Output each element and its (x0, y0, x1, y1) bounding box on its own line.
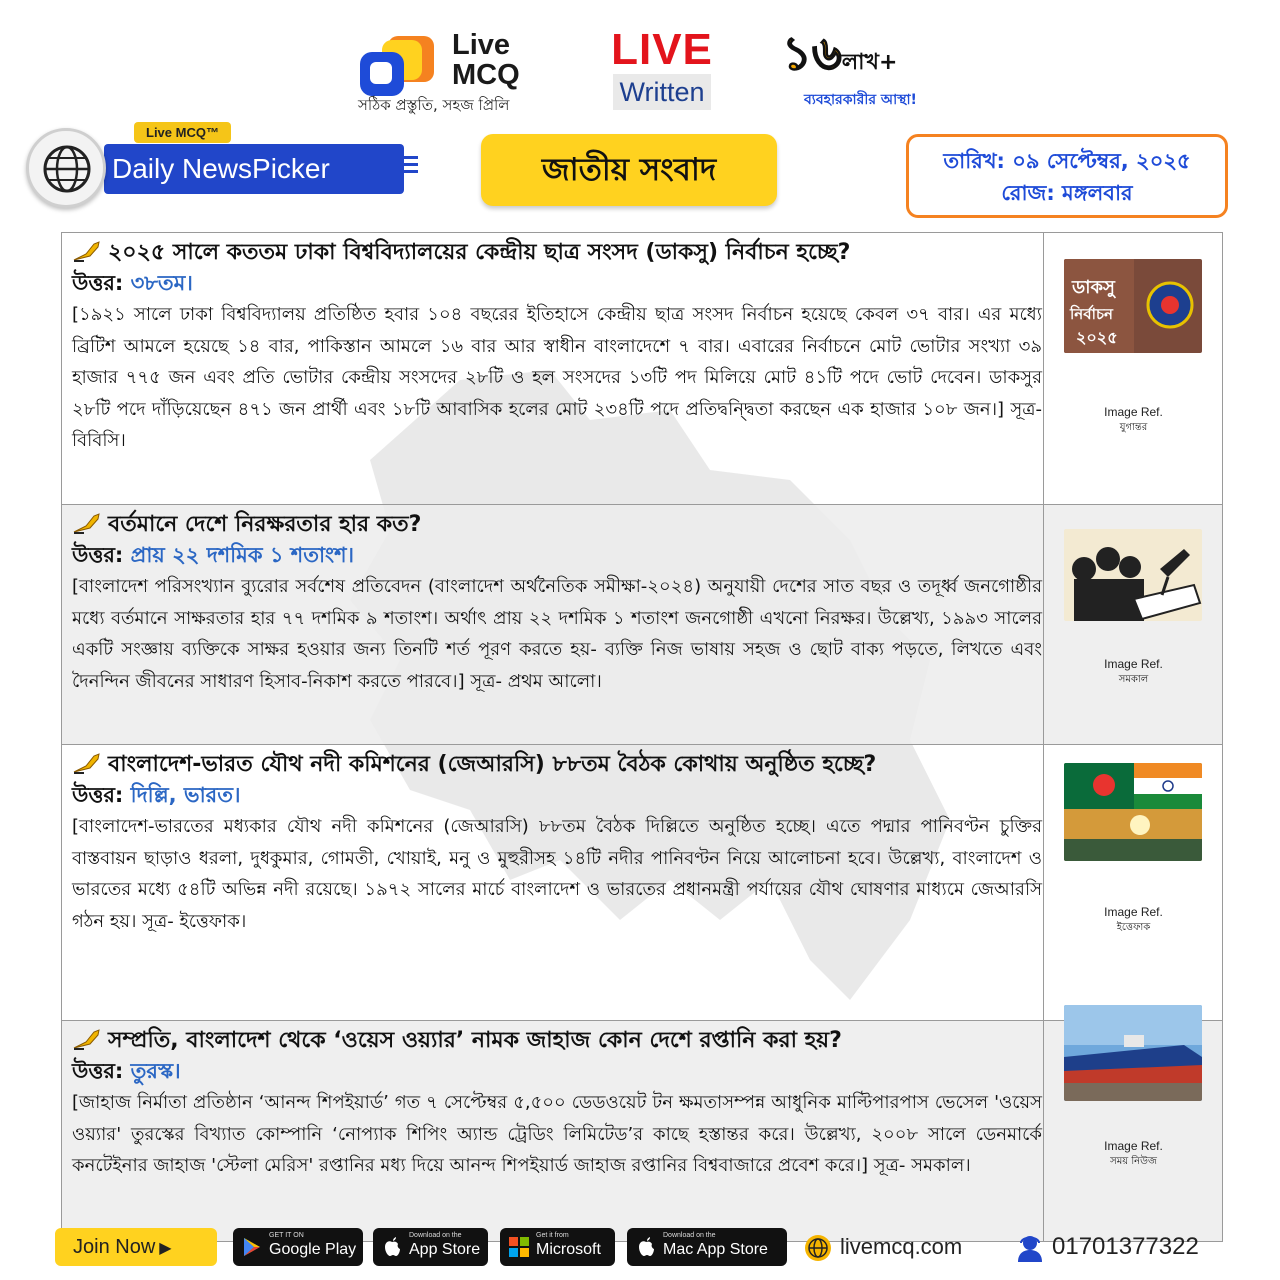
answer-label: উত্তর: (72, 543, 124, 567)
windows-icon (508, 1236, 530, 1258)
apple-icon (381, 1236, 403, 1258)
section-title: জাতীয় সংবাদ (481, 134, 777, 206)
image-ref-label: Image Ref. (1104, 905, 1163, 919)
phone-text: 01701377322 (1052, 1233, 1199, 1260)
mac-app-store-badge[interactable] (627, 1228, 787, 1266)
written-word: Written (613, 74, 710, 110)
user-count-suffix: লাখ+ (841, 50, 898, 75)
news-item-4 (62, 1021, 1222, 1241)
join-now-button[interactable] (55, 1228, 217, 1266)
newspicker-title-text: Daily NewsPicker (112, 153, 330, 184)
image-ref-label: Image Ref. (1104, 1139, 1163, 1153)
image-ref-source: সমকাল (1118, 674, 1149, 685)
live-written-logo[interactable] (606, 26, 718, 118)
news-item-3-image-ref (1044, 905, 1223, 935)
answer-label: উত্তর: (72, 1059, 124, 1083)
news-item-2-question-text: বর্তমানে দেশে নিরক্ষরতার হার কত? (108, 512, 422, 537)
news-item-4-image[interactable] (1064, 1005, 1202, 1101)
daily-newspicker-logo (26, 122, 406, 218)
news-item-2-answer (72, 540, 1042, 571)
pen-hand-icon (72, 1028, 102, 1050)
apple-icon (635, 1236, 657, 1258)
livemcq-logo[interactable] (358, 30, 558, 120)
news-item-2-question (72, 509, 1042, 540)
image-ref-label: Image Ref. (1104, 405, 1163, 419)
google-play-badge[interactable] (233, 1228, 363, 1266)
news-item-2-image-ref (1044, 657, 1223, 687)
news-item-2-text (72, 509, 1042, 697)
newspicker-title (104, 144, 404, 194)
globe-icon (26, 128, 106, 208)
pen-hand-icon (72, 512, 102, 534)
header (0, 0, 1280, 225)
user-count-badge (782, 28, 962, 118)
news-table (61, 232, 1223, 1242)
news-item-3-question-text: বাংলাদেশ-ভারত যৌথ নদী কমিশনের (জেআরসি) ৮৮তম বৈঠক কোথায় অনুষ্ঠিত হচ্ছে? (108, 752, 877, 777)
news-item-1-image-ref (1044, 405, 1223, 435)
livemcq-line1: Live (452, 29, 511, 61)
google-play-small: GET IT ON (269, 1232, 304, 1239)
news-item-4-question-text: সম্প্রতি, বাংলাদেশ থেকে ‘ওয়েস ওয়্যার’ নামক জাহাজ কোন দেশে রপ্তানি করা হয়? (108, 1028, 842, 1053)
day-line: রোজ: মঙ্গলবার (1001, 181, 1133, 205)
answer-label: উত্তর: (72, 783, 124, 807)
livemcq-mark-icon (360, 36, 436, 96)
app-store-small: Download on the (409, 1232, 462, 1239)
image-ref-source: যুগান্তর (1119, 422, 1148, 433)
news-item-1 (62, 233, 1222, 505)
news-item-4-image-ref (1044, 1139, 1223, 1169)
microsoft-badge[interactable] (500, 1228, 615, 1266)
news-item-3-image[interactable] (1064, 763, 1202, 861)
news-item-2-answer-value: প্রায় ২২ দশমিক ১ শতাংশ। (130, 543, 355, 567)
livemcq-wordmark (452, 30, 520, 90)
newspicker-tag: Live MCQ™ (134, 122, 231, 143)
news-item-4-image-cell (1043, 1021, 1222, 1241)
news-item-1-answer (72, 268, 1042, 299)
image-ref-label: Image Ref. (1104, 657, 1163, 671)
phone-number[interactable] (1016, 1232, 1199, 1263)
news-item-3-answer (72, 780, 1042, 811)
user-count-caption: ব্যবহারকারীর আস্থা! (804, 92, 917, 108)
google-play-big: Google Play (269, 1241, 357, 1258)
news-item-1-answer-value: ৩৮তম। (130, 271, 193, 295)
svg-text:২০২৫: ২০২৫ (1076, 328, 1118, 347)
news-item-2 (62, 505, 1222, 745)
microsoft-big: Microsoft (536, 1241, 601, 1258)
newspicker-lines (404, 156, 418, 177)
news-item-1-text (72, 237, 1042, 457)
news-item-1-question-text: ২০২৫ সালে কততম ঢাকা বিশ্ববিদ্যালয়ের কেন্দ্রীয় ছাত্র সংসদ (ডাকসু) নির্বাচন হচ্ছে? (108, 240, 851, 265)
user-count (782, 28, 962, 88)
news-item-2-image[interactable] (1064, 529, 1202, 621)
user-count-number: ১৬ (782, 26, 842, 80)
website-link[interactable] (804, 1232, 962, 1262)
news-item-3-image-cell (1043, 745, 1222, 1020)
phone-person-icon (1016, 1233, 1044, 1263)
live-word: LIVE (611, 25, 713, 74)
image-ref-source: সময় নিউজ (1110, 1156, 1157, 1167)
web-globe-icon (804, 1234, 832, 1262)
date-line: তারিখ: ০৯ সেপ্টেম্বর, ২০২৫ (943, 149, 1191, 173)
mac-app-store-big: Mac App Store (663, 1241, 768, 1258)
pen-hand-icon (72, 240, 102, 262)
footer (0, 1222, 1280, 1280)
news-item-3-answer-value: দিল্লি, ভারত। (130, 783, 241, 807)
app-store-badge[interactable] (373, 1228, 488, 1266)
svg-text:ডাকসু: ডাকসু (1072, 277, 1115, 298)
news-item-1-image-cell (1043, 233, 1222, 504)
news-item-4-answer-value: তুরস্ক। (130, 1059, 181, 1083)
news-item-3-question (72, 749, 1042, 780)
news-item-3 (62, 745, 1222, 1021)
news-item-2-detail: [বাংলাদেশ পরিসংখ্যান ব্যুরোর সর্বশেষ প্রতিবেদন (বাংলাদেশ অর্থনৈতিক সমীক্ষা-২০২৪) অনুযায়ী দেশের সাত বছর ও তদূর্ধ্ব জনগোষ্ঠীর মধ্যে বর্তমানে সাক্ষরতার হার ৭৭ দশমিক ৯ শতাংশ। অর্থাৎ প্রায় ২২ দশমিক ১ শতাংশ জনগোষ্ঠী এখনো নিরক্ষর। উল্লেখ্য, ১৯৯৩ সালের একটি সংজ্ঞায় ব্যক্তিকে সাক্ষর হওয়ার জন্য তিনটি শর্ত পূরণ করতে হয়- ব্যক্তি নিজ ভাষায় সহজ ও ছোট বাক্য পড়তে, লিখতে এবং দৈনন্দিন জীবনের সাধারণ হিসাব-নিকাশ করতে পারবে।] সূত্র- প্রথম আলো। (72, 576, 1042, 692)
play-store-icon (241, 1236, 263, 1258)
news-item-4-text (72, 1025, 1042, 1182)
news-item-2-image-cell (1043, 505, 1222, 744)
news-item-1-question (72, 237, 1042, 268)
livemcq-line2: MCQ (452, 59, 520, 91)
app-store-big: App Store (409, 1241, 481, 1258)
news-item-1-image[interactable] (1064, 259, 1202, 353)
mac-app-store-small: Download on the (663, 1232, 716, 1239)
news-item-4-detail: [জাহাজ নির্মাতা প্রতিষ্ঠান ‘আনন্দ শিপইয়ার্ড’ গত ৭ সেপ্টেম্বর ৫,৫০০ ডেডওয়েট টন ক্ষমতাসম্পন্ন আধুনিক মাল্টিপারপাস ভেসেল 'ওয়েস ওয়্যার' তুরস্কের বিখ্যাত কোম্পানি ‘নোপ্যাক শিপিং অ্যান্ড ট্রেডিং লিমিটেড’র কাছে হস্তান্তর করে। উল্লেখ্য, ২০০৮ সালে ডেনমার্কে কনটেইনার জাহাজ 'স্টেলা মেরিস' রপ্তানির মধ্য দিয়ে আনন্দ শিপইয়ার্ড জাহাজ রপ্তানির বিশ্ববাজারে প্রবেশ করে।] সূত্র- সমকাল। (72, 1092, 1042, 1176)
play-arrow-icon: ▶ (159, 1240, 172, 1257)
news-item-3-text (72, 749, 1042, 937)
svg-text:নির্বাচন: নির্বাচন (1070, 305, 1113, 323)
news-item-4-question (72, 1025, 1042, 1056)
image-ref-source: ইত্তেফাক (1116, 922, 1151, 933)
join-now-label: Join Now (73, 1236, 156, 1258)
microsoft-small: Get it from (536, 1232, 569, 1239)
news-item-3-detail: [বাংলাদেশ-ভারতের মধ্যকার যৌথ নদী কমিশনের (জেআরসি) ৮৮তম বৈঠক দিল্লিতে অনুষ্ঠিত হচ্ছে। এতে পদ্মার পানিবণ্টন চুক্তির বাস্তবায়ন ছাড়াও ধরলা, দুধকুমার, গোমতী, খোয়াই, মনু ও মুহুরীসহ ১৪টি নদীর পানিবণ্টন নিয়ে আলোচনা হবে। উল্লেখ্য, বাংলাদেশ ও ভারতের মধ্যে ৫৪টি অভিন্ন নদী রয়েছে। ১৯৭২ সালের মার্চে বাংলাদেশ ও ভারতের প্রধানমন্ত্রী পর্যায়ের যৌথ ঘোষণার মাধ্যমে জেআরসি গঠন হয়। সূত্র- ইত্তেফাক। (72, 816, 1042, 932)
answer-label: উত্তর: (72, 271, 124, 295)
pen-hand-icon (72, 752, 102, 774)
news-item-1-detail: [১৯২১ সালে ঢাকা বিশ্ববিদ্যালয় প্রতিষ্ঠিত হবার ১০৪ বছরের ইতিহাসে কেন্দ্রীয় ছাত্র সংসদ নির্বাচন হয়েছে কেবল ৩৭ বার। এর মধ্যে ব্রিটিশ আমলে হয়েছে ১৪ বার, পাকিস্তান আমলে ১৬ বার আর স্বাধীন বাংলাদেশে ৭ বার। এবারের নির্বাচনে মোট ভোটার সংখ্যা ৩৯ হাজার ৭৭৫ জন এবং প্রতি ভোটার কেন্দ্রীয় সংসদের ২৮টি ও হল সংসদের ১৩টি পদ মিলিয়ে মোট ৪১টি পদে ভোট দেবেন। ডাকসুর ২৮টি পদে দাঁড়িয়েছেন ৪৭১ জন প্রার্থী এবং ১৮টি আবাসিক হলের মোট ২৩৪টি পদে প্রতিদ্বন্দ্বিতা করছেন এক হাজার ১০৮ জন।] সূত্র- বিবিসি। (72, 304, 1042, 451)
livemcq-tagline: সঠিক প্রস্তুতি, সহজ প্রিলি (358, 96, 510, 114)
date-box (906, 134, 1228, 218)
website-text: livemcq.com (840, 1234, 963, 1259)
news-item-4-answer (72, 1056, 1042, 1087)
